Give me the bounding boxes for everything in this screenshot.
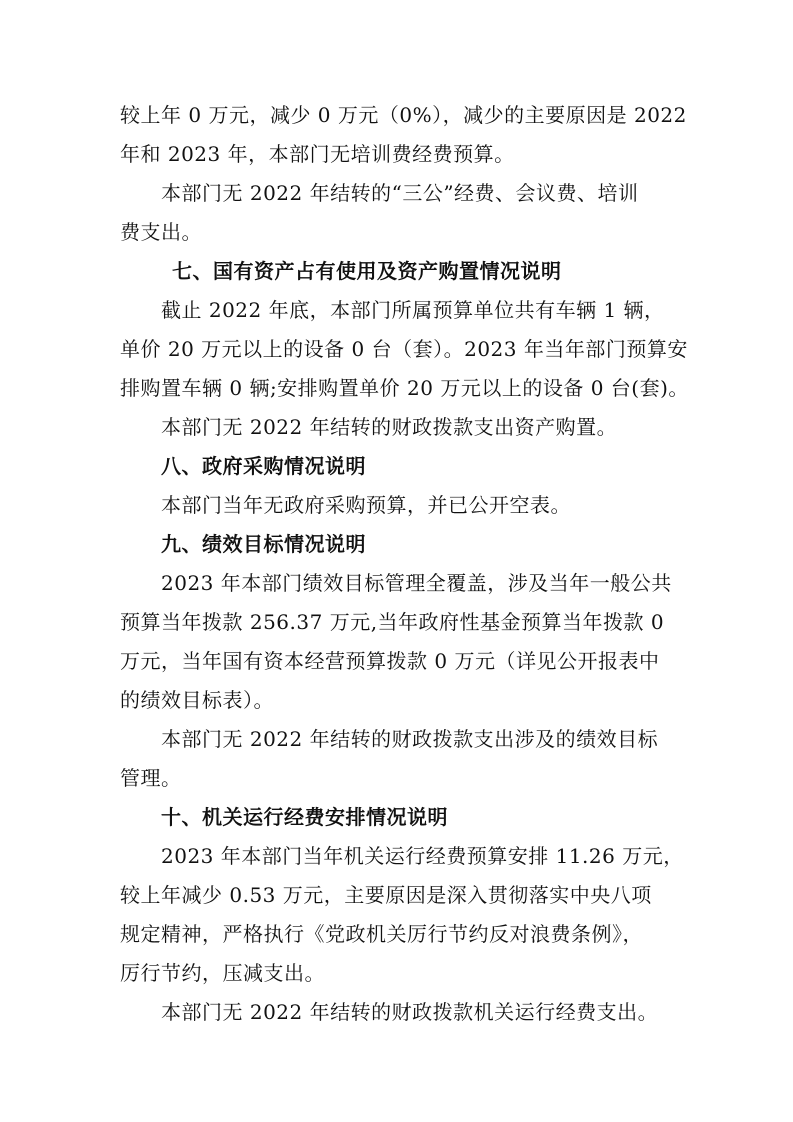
text-line: 厉行节约，压减支出。 [120, 961, 325, 985]
text-line: 预算当年拨款 256.37 万元,当年政府性基金预算当年拨款 0 [120, 610, 665, 634]
text-line: 较上年 0 万元，减少 0 万元（0%），减少的主要原因是 2022 [120, 103, 687, 127]
text-line: 费支出。 [120, 220, 202, 244]
section-heading-8: 八、政府采购情况说明 [161, 454, 366, 478]
text-line: 2023 年本部门绩效目标管理全覆盖，涉及当年一般公共 [161, 571, 672, 595]
text-line: 本部门无 2022 年结转的财政拨款机关运行经费支出。 [161, 1000, 659, 1024]
section-heading-10: 十、机关运行经费安排情况说明 [161, 805, 448, 829]
text-line: 万元，当年国有资本经营预算拨款 0 万元（详见公开报表中 [120, 649, 660, 673]
text-line: 规定精神，严格执行《党政机关厉行节约反对浪费条例》， [120, 922, 643, 946]
paragraph-training-fee [120, 96, 687, 174]
text-line: 的绩效目标表）。 [120, 688, 274, 712]
text-line: 排购置车辆 0 辆;安排购置单价 20 万元以上的设备 0 台(套)。 [120, 376, 689, 400]
paragraph-carryover-expenses [120, 174, 680, 252]
paragraph-asset-carryover [120, 408, 680, 447]
paragraph-operating-funds [120, 837, 684, 993]
text-line: 较上年减少 0.53 万元，主要原因是深入贯彻落实中央八项 [120, 883, 652, 907]
text-line: 本部门无 2022 年结转的财政拨款支出资产购置。 [161, 415, 618, 439]
text-line: 截止 2022 年底，本部门所属预算单位共有车辆 1 辆， [161, 298, 665, 322]
text-line: 本部门无 2022 年结转的“三公”经费、会议费、培训 [161, 181, 639, 205]
section-heading-9: 九、绩效目标情况说明 [161, 532, 366, 556]
text-line: 年和 2023 年，本部门无培训费经费预算。 [120, 142, 515, 166]
section-heading-7: 七、国有资产占有使用及资产购置情况说明 [172, 259, 562, 283]
paragraph-procurement [120, 486, 680, 525]
paragraph-operating-carryover [120, 993, 680, 1032]
text-line: 管理。 [120, 766, 182, 790]
text-line: 单价 20 万元以上的设备 0 台（套）。2023 年当年部门预算安 [120, 337, 688, 361]
text-line: 2023 年本部门当年机关运行经费预算安排 11.26 万元， [161, 844, 684, 868]
paragraph-performance [120, 564, 680, 720]
text-line: 本部门当年无政府采购预算，并已公开空表。 [161, 493, 571, 517]
paragraph-performance-carryover [120, 720, 680, 798]
text-line: 本部门无 2022 年结转的财政拨款支出涉及的绩效目标 [161, 727, 659, 751]
paragraph-assets [120, 291, 689, 408]
